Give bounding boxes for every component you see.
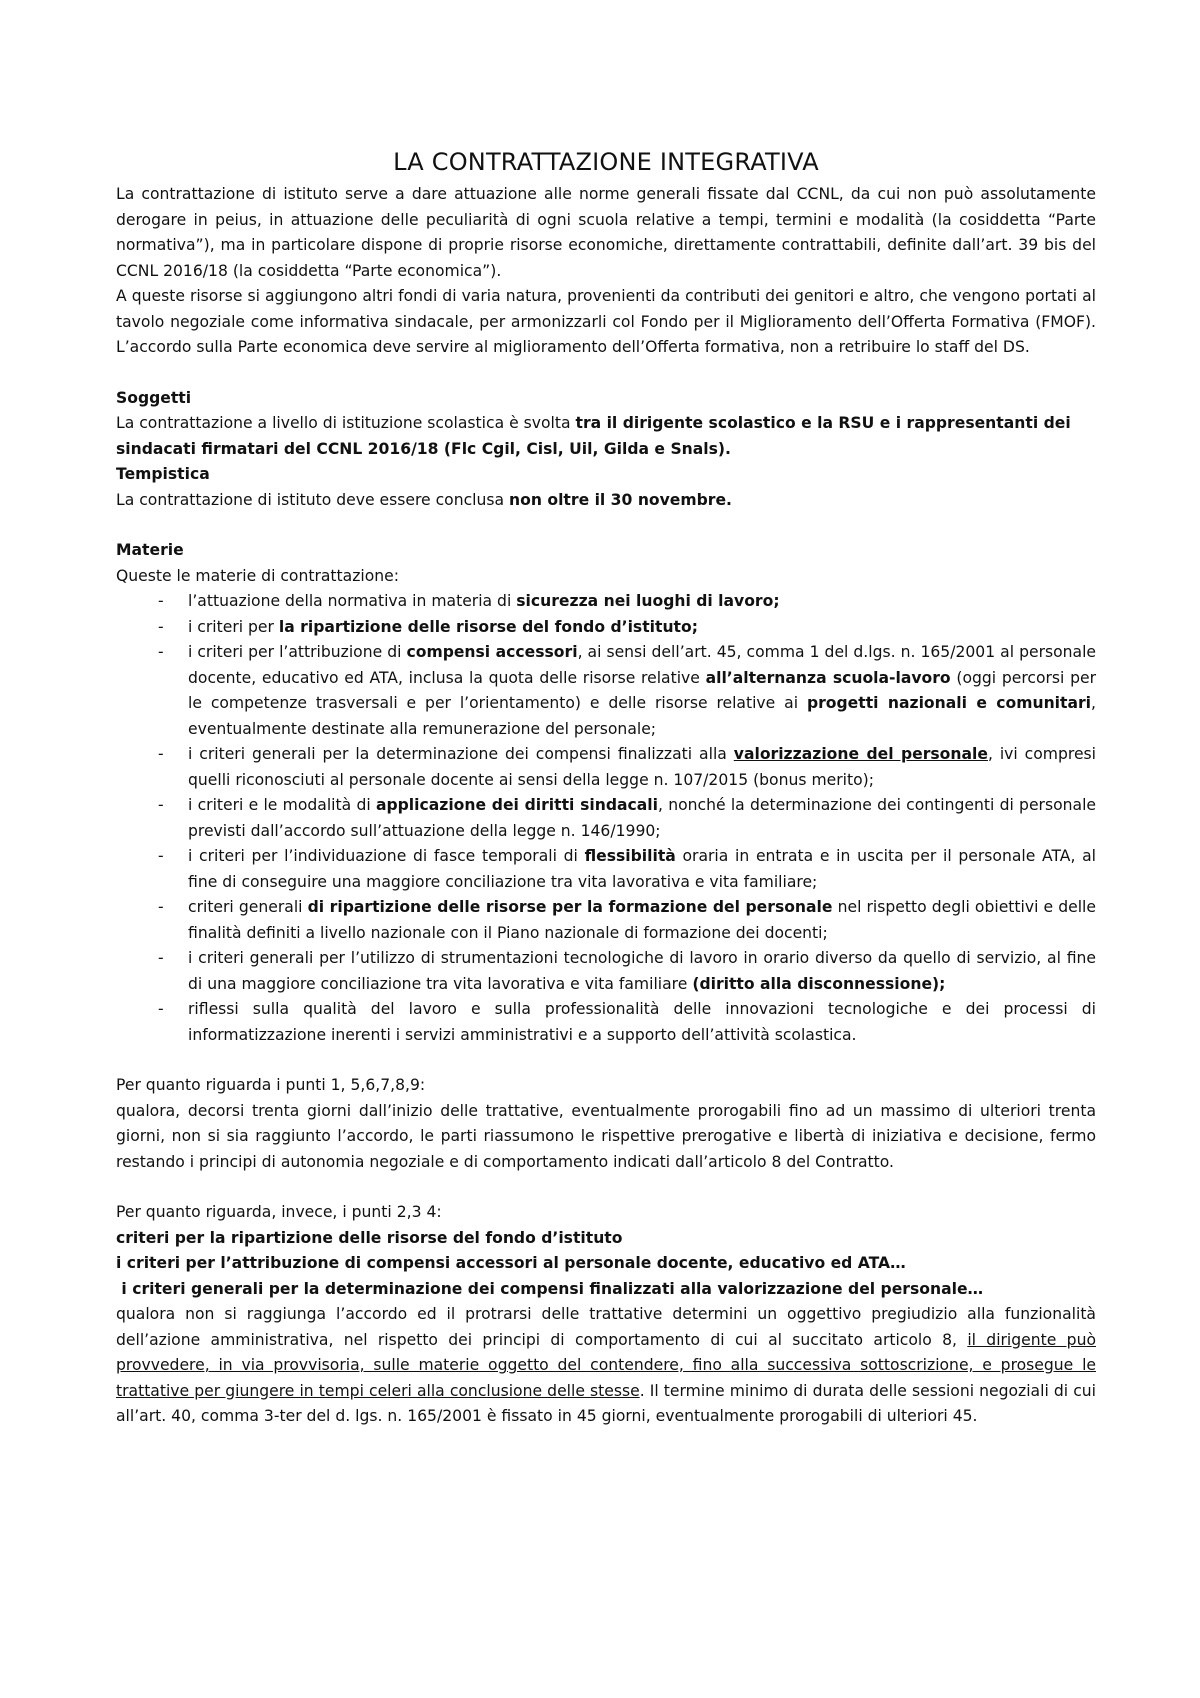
soggetti-text: La contrattazione a livello di istituzione scolastica è svolta tra il dirigente scolastico e la RSU e i rappresentanti dei sindacati firmatari del CCNL 2016/18 (Flc Cgil, Cisl, Uil, Gilda e Snals). <box>116 414 1071 458</box>
section-heading-materie: Materie <box>116 541 184 559</box>
materie-list <box>116 589 1096 1048</box>
list-item: - i criteri generali per la determinazione dei compensi finalizzati alla valorizzazione del personale, ivi compresi quelli riconosciuti al personale docente ai sensi della legge n. 107/2015 (bonus merito); <box>116 742 1096 793</box>
tempistica-text: La contrattazione di istituto deve essere conclusa non oltre il 30 novembre. <box>116 490 732 509</box>
list-item: - i criteri per l’attribuzione di compensi accessori, ai sensi dell’art. 45, comma 1 del d.lgs. n. 165/2001 al personale docente, educativo ed ATA, inclusa la quota delle risorse relative all’alternanza scuola-lavoro (oggi percorsi per le competenze trasversali e per l’orientamento) e delle risorse relative ai progetti nazionali e comunitari, eventualmente destinate alla remunerazione del personale; <box>116 640 1096 742</box>
punti1-text: qualora, decorsi trenta giorni dall’inizio delle trattative, eventualmente prorogabili fino ad un massimo di ulteriori trenta giorni, non si sia raggiunto l’accordo, le parti riassumono le rispettive prerogative e libertà di iniziativa e decisione, fermo restando i principi di autonomia negoziale e di comportamento indicati dall’articolo 8 del Contratto. <box>116 1101 1096 1171</box>
list-item: - i criteri per l’individuazione di fasce temporali di flessibilità oraria in entrata e in uscita per il personale ATA, al fine di conseguire una maggiore conciliazione tra vita lavorativa e vita familiare; <box>116 844 1096 895</box>
list-item: - i criteri generali per l’utilizzo di strumentazioni tecnologiche di lavoro in orario diverso da quello di servizio, al fine di una maggiore conciliazione tra vita lavorativa e vita familiare (diritto alla disconnessione); <box>116 946 1096 997</box>
intro-paragraph-1: La contrattazione di istituto serve a dare attuazione alle norme generali fissate dal CCNL, da cui non può assolutamente derogare in peius, in attuazione delle peculiarità di ogni scuola relative a tempi, termini e modalità (la cosiddetta “Parte normativa”), ma in particolare dispone di proprie risorse economiche, direttamente contrattabili, definite dall’art. 39 bis del CCNL 2016/18 (la cosiddetta “Parte economica”). <box>116 185 1096 280</box>
section-heading-soggetti: Soggetti <box>116 388 192 407</box>
intro-paragraph-2: A queste risorse si aggiungono altri fondi di varia natura, provenienti da contributi dei genitori e altro, che vengono portati al tavolo negoziale come informativa sindacale, per armonizzarli col Fondo per il Miglioramento dell’Offerta Formativa (FMOF). L’accordo sulla Parte economica deve servire al miglioramento dell’Offerta formativa, non a retribuire lo staff del DS. <box>116 287 1096 356</box>
document-title: LA CONTRATTAZIONE INTEGRATIVA <box>393 148 819 176</box>
section-heading-tempistica: Tempistica <box>116 465 210 483</box>
list-item: - riflessi sulla qualità del lavoro e sulla professionalità delle innovazioni tecnologiche e dei processi di informatizzazione inerenti i servizi amministrativi e a supporto dell’attività scolastica. <box>116 997 1096 1048</box>
list-item: - i criteri e le modalità di applicazione dei diritti sindacali, nonché la determinazione dei contingenti di personale previsti dall’accordo sull’attuazione della legge n. 146/1990; <box>116 793 1096 844</box>
list-item: - i criteri per la ripartizione delle risorse del fondo d’istituto; <box>116 615 1096 641</box>
list-item: - criteri generali di ripartizione delle risorse per la formazione del personale nel rispetto degli obiettivi e delle finalità definiti a livello nazionale con il Piano nazionale di formazione dei docenti; <box>116 895 1096 946</box>
punti2-bold-3: i criteri generali per la determinazione dei compensi finalizzati alla valorizzazione del personale… <box>116 1279 984 1298</box>
punti1-lead: Per quanto riguarda i punti 1, 5,6,7,8,9: <box>116 1076 426 1094</box>
punti2-bold-1: criteri per la ripartizione delle risorse del fondo d’istituto <box>116 1228 623 1247</box>
punti2-text: qualora non si raggiunga l’accordo ed il protrarsi delle trattative determini un oggettivo pregiudizio alla funzionalità dell’azione amministrativa, nel rispetto dei principi di comportamento di cui al succitato articolo 8, il dirigente può provvedere, in via provvisoria, sulle materie oggetto del contendere, fino alla successiva sottoscrizione, e prosegue le trattative per giungere in tempi celeri alla conclusione delle stesse. Il termine minimo di durata delle sessioni negoziali di cui all’art. 40, comma 3-ter del d. lgs. n. 165/2001 è fissato in 45 giorni, eventualmente prorogabili di ulteriori 45. <box>116 1305 1096 1425</box>
document-page <box>116 148 1096 1430</box>
materie-intro: Queste le materie di contrattazione: <box>116 566 400 585</box>
punti2-lead: Per quanto riguarda, invece, i punti 2,3 4: <box>116 1203 442 1221</box>
punti2-bold-2: i criteri per l’attribuzione di compensi accessori al personale docente, educativo ed ATA… <box>116 1254 906 1272</box>
list-item: - l’attuazione della normativa in materia di sicurezza nei luoghi di lavoro; <box>116 589 1096 615</box>
